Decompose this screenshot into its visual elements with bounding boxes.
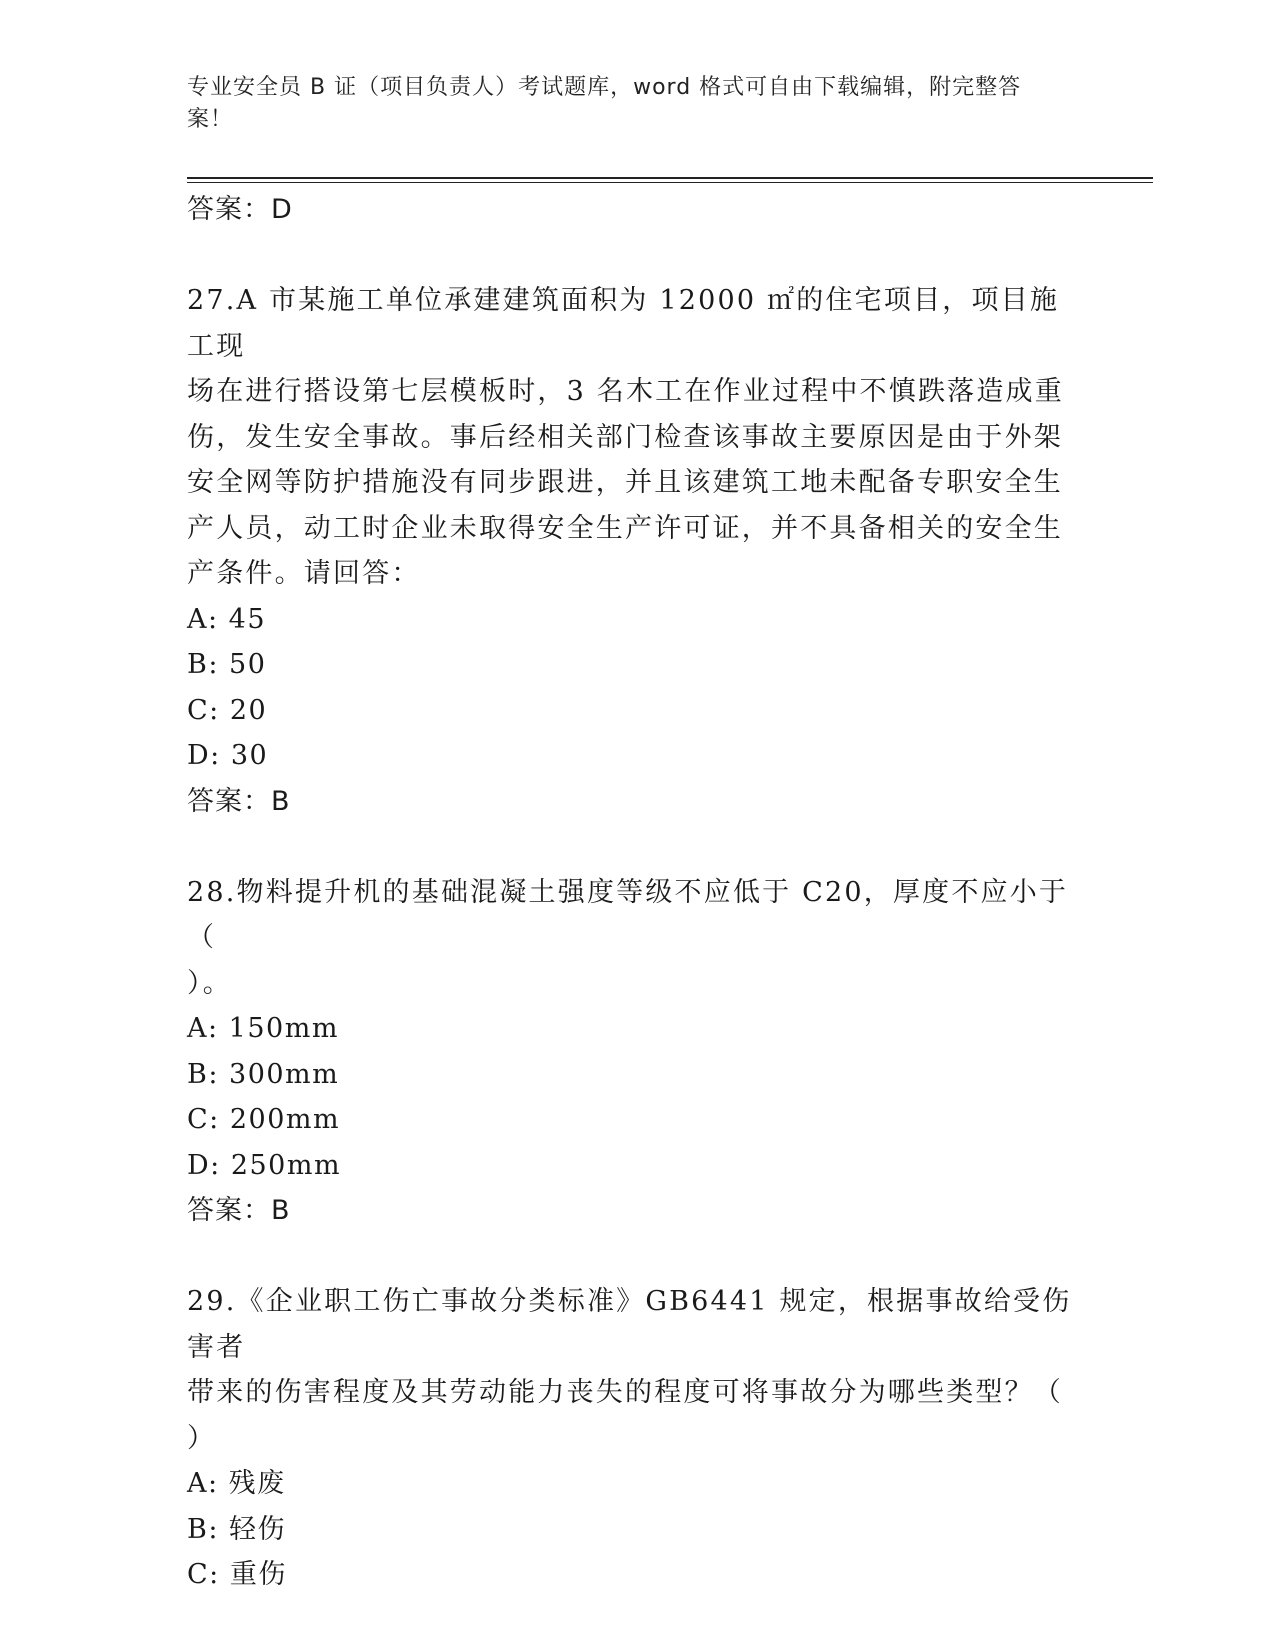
question-line: 27.A 市某施工单位承建建筑面积为 12000 ㎡的住宅项目，项目施工现	[187, 285, 1060, 362]
question-line: 28.物料提升机的基础混凝土强度等级不应低于 C20，厚度不应小于（	[187, 876, 1069, 953]
option-d: D: 30	[187, 740, 269, 771]
question-line: 29.《企业职工伤亡事故分类标准》GB6441 规定，根据事故给受伤害者	[187, 1286, 1072, 1363]
question-line: 伤，发生安全事故。事后经相关部门检查该事故主要原因是由于外架	[187, 421, 1063, 453]
option-a: A: 残废	[187, 1468, 286, 1499]
option-a: A: 45	[187, 603, 267, 635]
option-b: B: 轻伤	[187, 1513, 287, 1545]
page-header	[187, 72, 1067, 136]
document-body	[187, 187, 1087, 1598]
spacer	[187, 824, 1087, 870]
question-line: ）。	[187, 967, 232, 999]
option-a: A: 150mm	[187, 1013, 339, 1044]
header-divider	[187, 177, 1153, 183]
spacer	[187, 1233, 1087, 1279]
question-line: ）	[187, 1422, 217, 1454]
question-line: 产条件。请回答：	[187, 558, 421, 589]
question-29	[187, 1279, 1087, 1598]
option-b: B: 50	[187, 649, 267, 680]
question-line: 安全网等防护措施没有同步跟进，并且该建筑工地未配备专职安全生	[187, 467, 1063, 498]
option-d: D: 250mm	[187, 1149, 342, 1181]
option-c: C: 重伤	[187, 1559, 287, 1590]
spacer	[187, 232, 1087, 278]
question-28	[187, 870, 1087, 1234]
question-line: 产人员，动工时企业未取得安全生产许可证，并不具备相关的安全生	[187, 512, 1063, 544]
question-line: 带来的伤害程度及其劳动能力丧失的程度可将事故分为哪些类型？（	[187, 1377, 1063, 1408]
header-line-1: 专业安全员 B 证（项目负责人）考试题库，word 格式可自由下载编辑，附完整答	[187, 75, 1022, 100]
question-27	[187, 278, 1087, 824]
answer: 答案：B	[187, 785, 291, 817]
previous-answer: 答案：D	[187, 194, 293, 225]
option-b: B: 300mm	[187, 1058, 340, 1090]
option-c: C: 200mm	[187, 1104, 341, 1135]
answer: 答案：B	[187, 1195, 291, 1226]
question-line: 场在进行搭设第七层模板时，3 名木工在作业过程中不慎跌落造成重	[187, 376, 1064, 407]
option-c: C: 20	[187, 694, 268, 726]
header-line-2: 案！	[187, 107, 234, 132]
